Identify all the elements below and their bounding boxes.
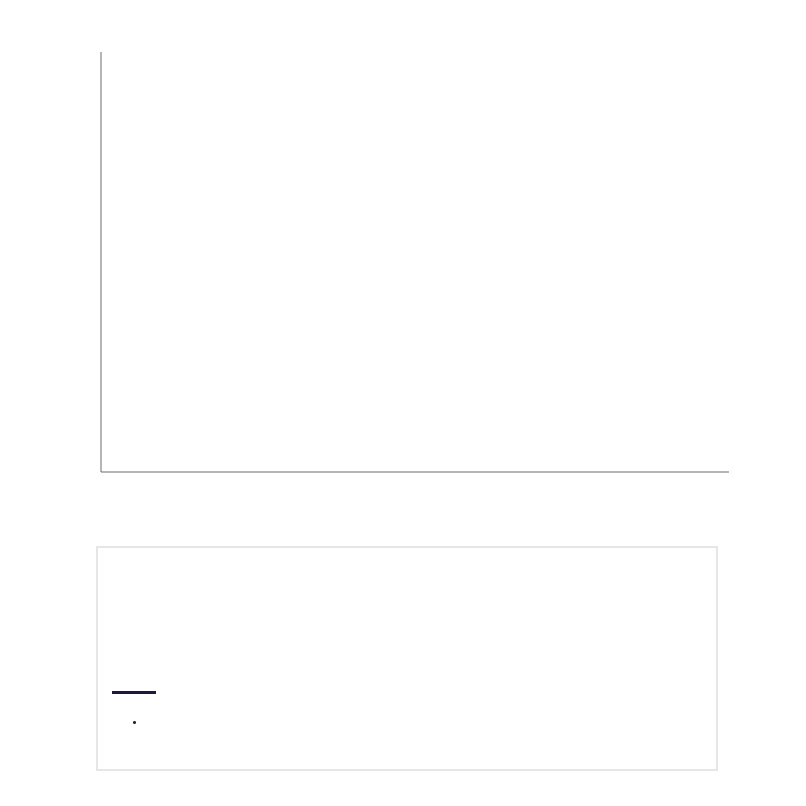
dot-swatch-icon <box>112 710 156 734</box>
line-swatch-icon <box>112 680 156 704</box>
legend-item-humedad-relativa <box>112 680 172 704</box>
legend-item-promedio <box>112 710 172 734</box>
legend-box <box>96 546 718 771</box>
